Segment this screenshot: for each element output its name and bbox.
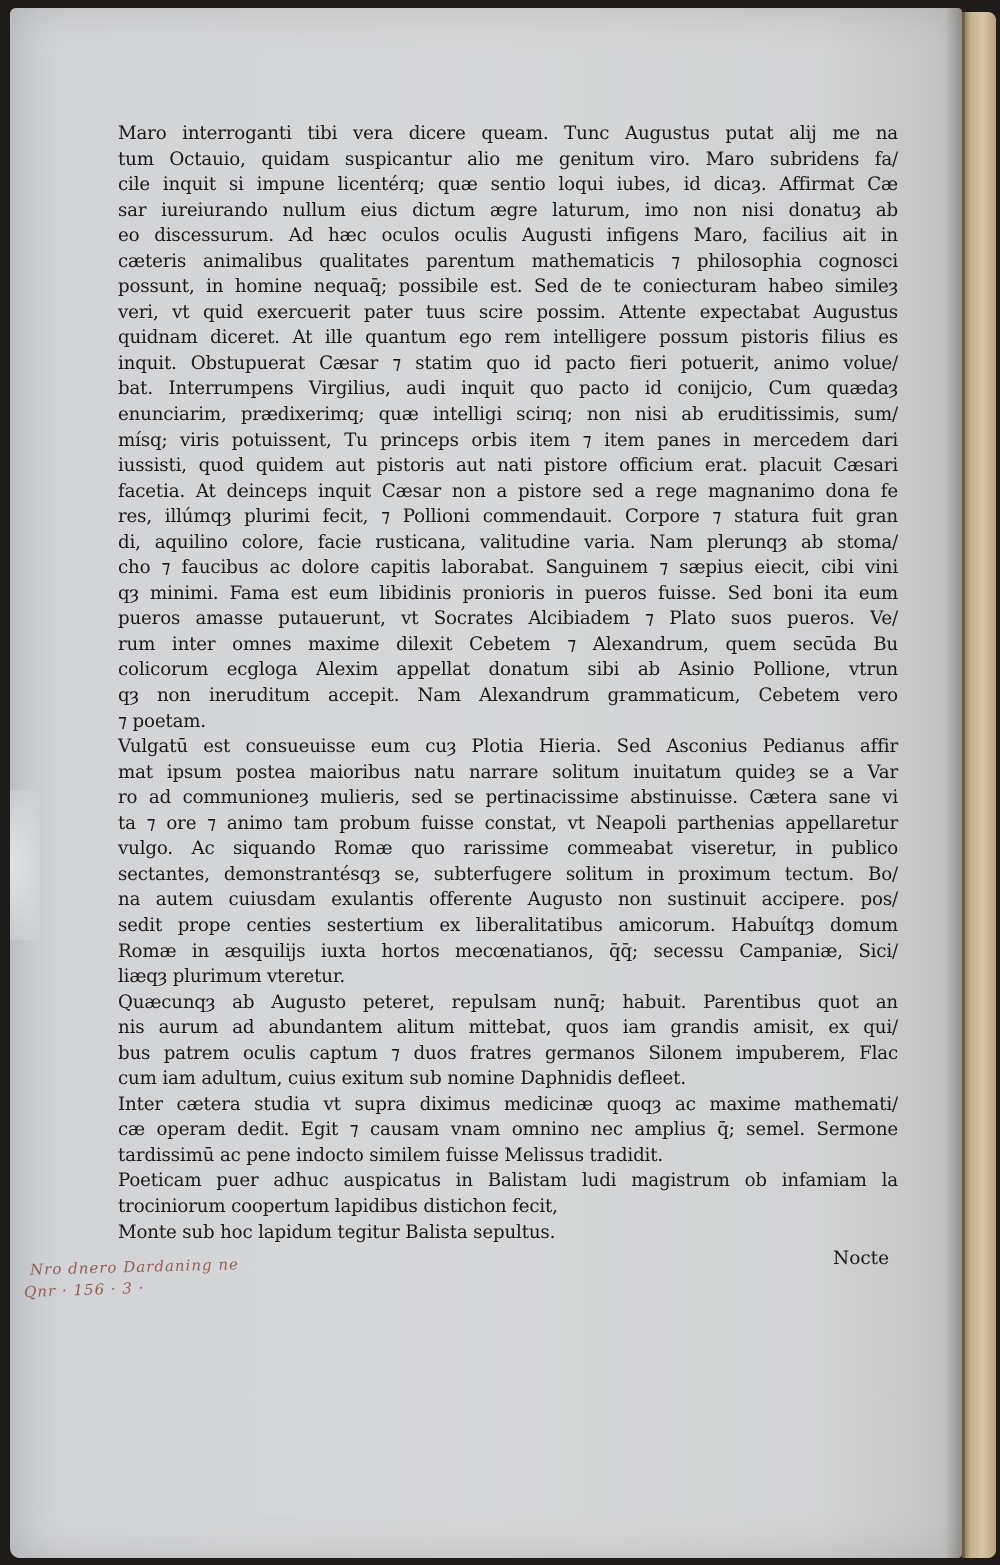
text-line: bus patrem oculis captum ⁊ duos fratres germanos Silonem impuberem, Flac	[118, 1042, 898, 1064]
page-stain	[10, 790, 40, 940]
body-text	[118, 121, 898, 1245]
text-line: cile inquit si impune licentérq; quæ sentio loqui iubes, id dicaȝ. Affirmat Cæ	[118, 174, 898, 196]
text-line: quidnam diceret. At ille quantum ego rem intelligere possum pistoris filius es	[118, 327, 898, 349]
text-line: Monte sub hoc lapidum tegitur Balista sepultus.	[118, 1221, 556, 1243]
text-line: Romæ in æsquilijs iuxta hortos mecœnatianos, q̄q̄; secessu Campaniæ, Sici/	[118, 940, 898, 962]
text-line: inquit. Obstupuerat Cæsar ⁊ statim quo id pacto fieri potuerit, animo volue/	[118, 352, 898, 374]
text-line: tum Octauio, quidam suspicantur alio me genitum viro. Maro subridens fa/	[118, 148, 898, 170]
text-line: pueros amasse putauerunt, vt Socrates Alcibiadem ⁊ Plato suos pueros. Ve/	[118, 608, 898, 630]
text-line: cæ operam dedit. Egit ⁊ causam vnam omnino nec amplius q̄; semel. Sermone	[118, 1119, 898, 1141]
text-line: sectantes, demonstrantésqȝ se, subterfugere solitum in proximum tectum. Bo/	[118, 863, 898, 885]
text-line: rum inter omnes maxime dilexit Cebetem ⁊ Alexandrum, quem secūda Bu	[118, 633, 898, 655]
text-line: liæqȝ plurimum vteretur.	[118, 966, 346, 988]
page-gutter-shadow	[945, 8, 965, 1558]
text-line: Vulgatū est consueuisse eum cuȝ Plotia Hieria. Sed Asconius Pedianus affir	[118, 736, 898, 758]
text-line: sar iureiurando nullum eius dictum ægre laturum, imo non nisi donatuȝ ab	[118, 199, 898, 221]
text-line: cæteris animalibus qualitates parentum mathematicis ⁊ philosophia cognosci	[118, 250, 898, 272]
text-line: iussisti, quod quidem aut pistoris aut nati pistore officium erat. placuit Cæsari	[118, 455, 898, 477]
text-line: colicorum ecgloga Alexim appellat donatum sibi ab Asinio Pollione, vtrun	[118, 659, 898, 681]
text-line: qȝ minimi. Fama est eum libidinis pronioris in pueros fuisse. Sed boni ita eum	[118, 582, 898, 604]
text-line: Inter cætera studia vt supra diximus medicinæ quoqȝ ac maxime mathemati/	[118, 1093, 898, 1115]
handwritten-annotation: Qnr · 156 · 3 ·	[23, 1278, 145, 1302]
handwritten-annotation: Nro dnero Dardaning ne	[29, 1255, 240, 1279]
text-line: veri, vt quid exercuerit pater tuus scire possim. Attente expectabat Augustus	[118, 301, 898, 323]
text-line: Maro interroganti tibi vera dicere queam. Tunc Augustus putat alij me na	[118, 123, 898, 144]
text-line: cho ⁊ faucibus ac dolore capitis laborabat. Sanguinem ⁊ sæpius eiecit, cibi vini	[118, 557, 898, 579]
text-line: possunt, in homine nequaq̄; possibile est. Sed de te coniecturam habeo simileȝ	[118, 276, 898, 298]
text-line: cum iam adultum, cuius exitum sub nomine Daphnidis defleet.	[118, 1068, 686, 1090]
text-line: Poeticam puer adhuc auspicatus in Balistam ludi magistrum ob infamiam la	[118, 1170, 898, 1192]
text-line: sedit prope centies sestertium ex liberalitatibus amicorum. Habuítqȝ domum	[118, 914, 898, 936]
text-line: na autem cuiusdam exulantis offerente Augusto non sustinuit accipere. pos/	[118, 889, 898, 911]
text-line: ro ad communioneȝ mulieris, sed se pertinacissime abstinuisse. Cætera sane vi	[118, 787, 898, 809]
text-line: res, illúmqȝ plurimi fecit, ⁊ Pollioni commendauit. Corpore ⁊ statura fuit gran	[118, 506, 898, 528]
text-line: ⁊ poetam.	[118, 710, 207, 732]
next-page-edge	[962, 12, 996, 1558]
text-line: nis aurum ad abundantem alitum mittebat, quos iam grandis amisit, ex qui/	[118, 1017, 898, 1039]
text-line: bat. Interrumpens Virgilius, audi inquit quo pacto id conijcio, Cum quædaȝ	[118, 378, 898, 400]
text-line: tardissimū ac pene indocto similem fuisse Melissus tradidit.	[118, 1144, 664, 1166]
catchword: Nocte	[833, 1248, 890, 1269]
text-line: eo discessurum. Ad hæc oculos oculis Augusti infigens Maro, facilius ait in	[118, 225, 898, 247]
text-line: mat ipsum postea maioribus natu narrare solitum inuitatum quideȝ se a Var	[118, 761, 898, 783]
text-line: di, aquilino colore, facie rusticana, valitudine varia. Nam plerunqȝ ab stoma/	[118, 531, 898, 553]
text-line: Quæcunqȝ ab Augusto peteret, repulsam nunq̄; habuit. Parentibus quot an	[118, 991, 898, 1013]
text-line: facetia. At deinceps inquit Cæsar non a pistore sed a rege magnanimo dona fe	[118, 480, 898, 502]
text-line: vulgo. Ac siquando Romæ quo rarissime commeabat viseretur, in publico	[118, 838, 898, 860]
text-line: trociniorum coopertum lapidibus distichon fecit,	[118, 1195, 558, 1217]
text-line: mísq; viris potuissent, Tu princeps orbis item ⁊ item panes in mercedem dari	[118, 429, 898, 451]
text-line: enunciarim, prædixerimq; quæ intelligi scirıq; non nisi ab eruditissimis, sum/	[118, 404, 898, 426]
text-line: ta ⁊ ore ⁊ animo tam probum fuisse constat, vt Neapoli parthenias appellaretur	[118, 812, 898, 834]
text-line: qȝ non ineruditum accepit. Nam Alexandrum grammaticum, Cebetem vero	[118, 685, 898, 707]
